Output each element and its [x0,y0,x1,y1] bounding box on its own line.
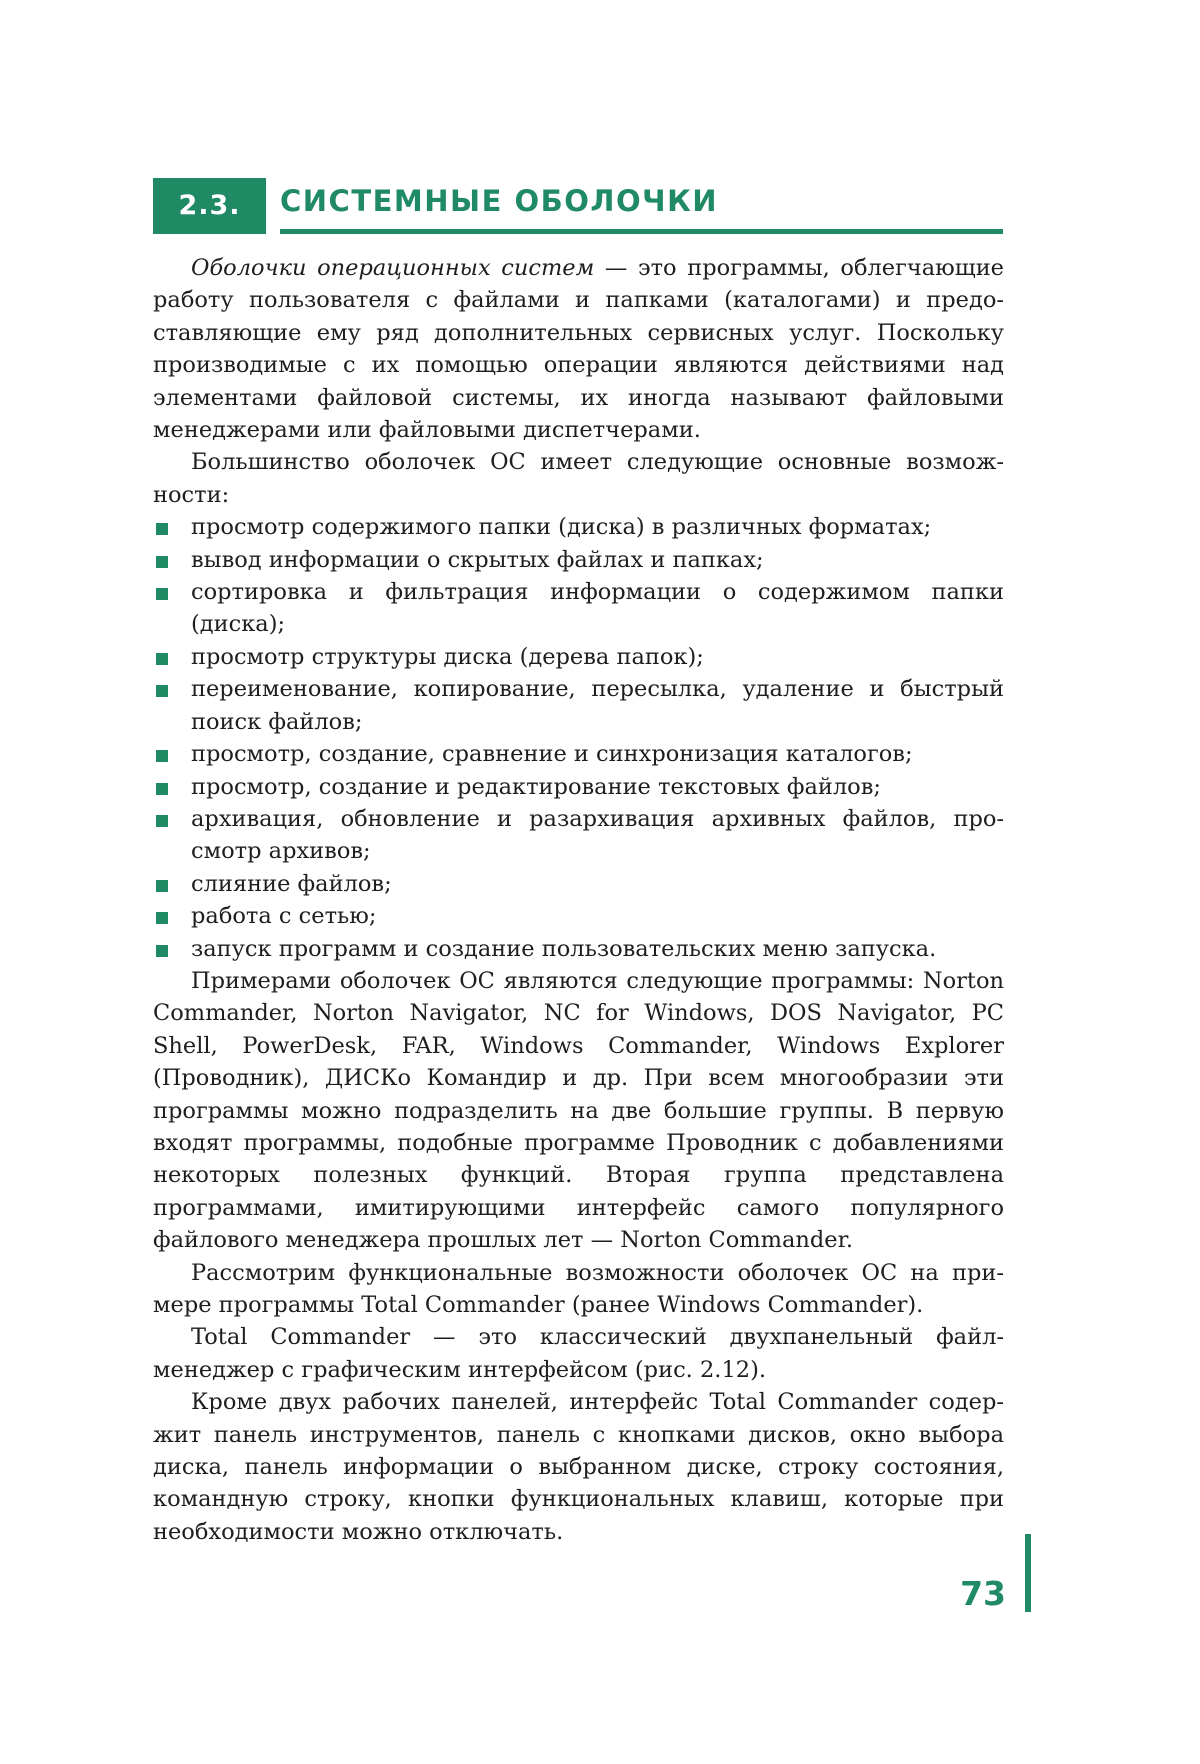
intro-text: — это программы, облегчающие работу пользователя с файлами и папками (каталогами) и предоставляющие ему ряд дополнительных сервисных услуг. Поскольку производимые с их помощью операции являются действиями над элементами файловой системы, их иногда называют файловыми менеджерами или файловыми диспетчерами. [153,255,1005,444]
list-item-text: просмотр структуры диска (дерева папок); [191,643,704,670]
square-bullet-icon [156,523,168,535]
list-item-text: просмотр, создание и редактирование текстовых файлов; [191,773,881,800]
list-item-text: архивация, обновление и разархивация архивных файлов, просмотр архивов; [191,805,1004,865]
square-bullet-icon [156,685,168,697]
list-item-text: вывод информации о скрытых файлах и папках; [191,546,764,573]
interface-paragraph: Кроме двух рабочих панелей, интерфейс Total Commander содержит панель инструментов, панель с кнопками дисков, окно выбора диска, панель информации о выбранном диске, строку состояния, командную строку, кнопки функциональных клавиш, которые при необходимости можно отключать. [153,1389,1004,1545]
list-item-text: работа с сетью; [191,903,377,930]
features-list [153,511,1004,965]
list-item [153,868,1004,900]
square-bullet-icon [156,945,168,957]
list-item [153,641,1004,673]
page-number: 73 [960,1574,1006,1613]
section-title: СИСТЕМНЫЕ ОБОЛОЧКИ [280,184,719,218]
section-number: 2.3. [153,178,266,234]
list-item-text: запуск программ и создание пользовательских меню запуска. [191,935,937,962]
heading-underline [280,229,1003,234]
list-item [153,544,1004,576]
square-bullet-icon [156,880,168,892]
example-program-paragraph: Рассмотрим функциональные возможности оболочек ОС на примере программы Total Commander (ранее Windows Commander). [153,1259,1004,1318]
list-item-text: просмотр, создание, сравнение и синхронизация каталогов; [191,741,913,768]
intro-paragraph [153,252,1004,446]
square-bullet-icon [156,750,168,762]
square-bullet-icon [156,912,168,924]
list-item-text: переименование, копирование, пересылка, удаление и быстрый поиск файлов; [191,676,1004,735]
list-item [153,803,1004,868]
page-number-marker [1025,1534,1031,1612]
square-bullet-icon [156,783,168,795]
square-bullet-icon [156,815,168,827]
list-item-text: просмотр содержимого папки (диска) в различных форматах; [191,514,932,541]
list-item [153,576,1004,641]
section-heading [153,178,1003,236]
list-item-text: слияние файлов; [191,870,392,897]
list-item [153,933,1004,965]
defined-term: Оболочки операционных систем [191,255,595,281]
list-item-text: сортировка и фильтрация информации о содержимом папки (диска); [191,579,1004,638]
features-intro: Большинство оболочек ОС имеет следующие основные возможности: [153,449,1004,508]
square-bullet-icon [156,653,168,665]
examples-paragraph: Примерами оболочек ОС являются следующие программы: Norton Commander, Norton Navigator, NC for Windows, DOS Navigator, PC Shell, PowerDesk, FAR, Windows Commander, Windows Explorer (Проводник), ДИСКо Командир и др. При всем многообразии эти программы можно подразделить на две большие группы. В первую входят программы, подобные программе Проводник с добавлениями некоторых полезных функций. Вторая группа представлена программами, имитирующими интерфейс самого популярного файлового менеджера прошлых лет — Norton Commander. [153,967,1004,1254]
page-body [153,252,1004,1548]
list-item [153,738,1004,770]
list-item [153,511,1004,543]
list-item [153,673,1004,738]
square-bullet-icon [156,588,168,600]
list-item [153,771,1004,803]
total-commander-paragraph: Total Commander — это классический двухпанельный файл-менеджер с графическим интерфейсом (рис. 2.12). [153,1324,1004,1383]
list-item [153,900,1004,932]
square-bullet-icon [156,556,168,568]
